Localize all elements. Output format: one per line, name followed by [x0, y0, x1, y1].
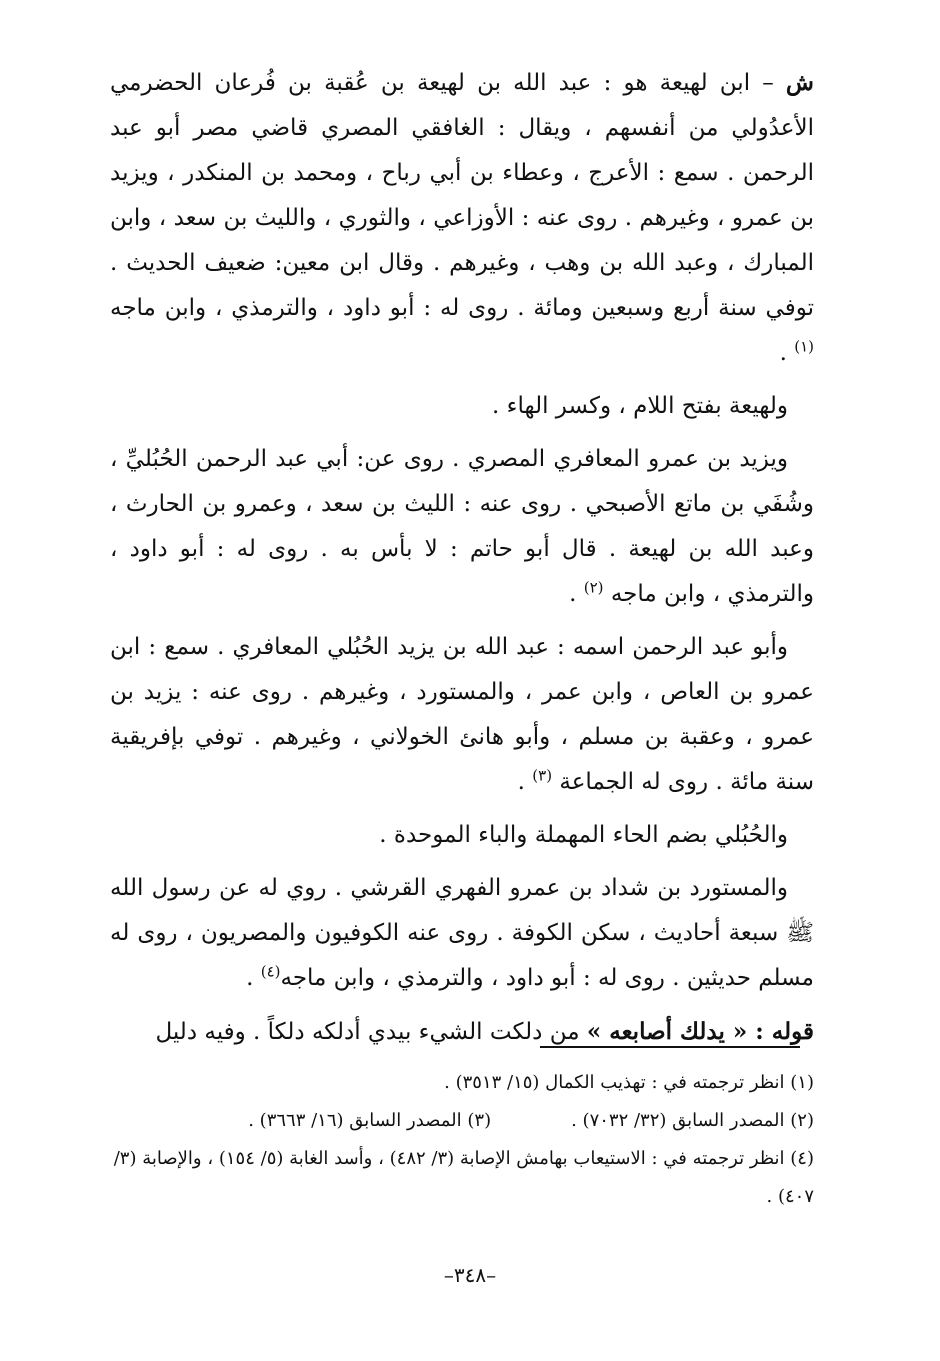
footnote-ref-1[interactable]: (١) [794, 337, 814, 356]
paragraph-text: – ابن لهيعة هو : عبد الله بن لهيعة بن عُقبة بن فُرعان الحضرمي الأعدُولي من أنفسهم ، ويقال : الغافقي المصري قاضي مصر أبو عبد الرحمن . سمع : الأعرج ، وعطاء بن أبي رباح ، ومحمد بن المنكدر ، ويزيد بن عمرو ، وغيرهم . روى عنه : الأوزاعي ، والثوري ، والليث بن سعد ، وابن المبارك ، وعبد الله بن وهب ، وغيرهم . وقال ابن معين: ضعيف الحديث . توفي سنة أربع وسبعين ومائة . روى له : أبو داود ، والترمذي ، وابن ماجه [110, 70, 814, 321]
paragraph-end: . [246, 965, 261, 991]
paragraph-end: . [569, 581, 584, 607]
paragraph-yadluk [110, 1009, 814, 1055]
footnote-4: (٤) انظر ترجمته في : الاستيعاب بهامش الإصابة (٣/ ٤٨٢) ، وأسد الغابة (٥/ ١٥٤) ، والإصابة (٣/ ٤٠٧) . [113, 1148, 814, 1207]
paragraph-text: وأبو عبد الرحمن اسمه : عبد الله بن يزيد الحُبُلي المعافري . سمع : ابن عمرو بن العاص ، وابن عمر ، والمستورد ، وغيرهم . روى عنه : يزيد بن عمرو ، وعقبة بن مسلم ، وأبو هانئ الخولاني ، وغيرهم . توفي بإفريقية سنة مائة . روى له الجماعة [110, 634, 814, 795]
footnote-1: (١) انظر ترجمته في : تهذيب الكمال (١٥/ ٣٥١٣) . [444, 1072, 814, 1093]
footnote-ref-3[interactable]: (٣) [532, 766, 553, 785]
paragraph-text: ويزيد بن عمرو المعافري المصري . روى عن: أبي عبد الرحمن الحُبُليِّ ، وشُفَي بن ماتع الأصبحي . روى عنه : الليث بن سعد ، وعمرو بن الحارث ، وعبد الله بن لهيعة . قال أبو حاتم : لا بأس به . روى له : أبو داود ، والترمذي ، وابن ماجه [110, 446, 814, 607]
paragraph-text: والحُبُلي بضم الحاء المهملة والباء الموحدة . [379, 822, 788, 848]
paragraph-hubuli-spelling [110, 813, 814, 858]
paragraph-abu-abdurrahman [110, 625, 814, 805]
paragraph-text: من دلكت الشيء بيدي أدلكه دلكاً . وفيه دليل [155, 1019, 587, 1045]
footnote-2: (٢) المصدر السابق (٣٢/ ٧٠٣٢) . [571, 1110, 814, 1131]
footnotes-section [110, 1064, 814, 1216]
footnote-3: (٣) المصدر السابق (١٦/ ٣٦٦٣) . [248, 1110, 492, 1131]
paragraph-text: ولهيعة بفتح اللام ، وكسر الهاء . [492, 393, 788, 419]
quoted-phrase: قوله : « يدلك أصابعه » [586, 1018, 814, 1045]
paragraph-yazid [110, 437, 814, 617]
footnote-ref-4[interactable]: (٤) [260, 962, 281, 981]
paragraph-end: . [779, 340, 795, 366]
footnote-ref-2[interactable]: (٢) [583, 578, 604, 597]
commentary-marker: ش [785, 69, 814, 96]
footnotes-row [110, 1102, 814, 1140]
footnote-divider [540, 1046, 800, 1048]
page-number: –٣٤٨– [443, 1263, 497, 1287]
paragraph-mustawrid [110, 866, 814, 1001]
paragraph-end: . [517, 769, 533, 795]
paragraph-ibn-lahia [110, 60, 814, 376]
paragraph-lahia-spelling [110, 384, 814, 429]
paragraph-text: والمستورد بن شداد بن عمرو الفهري القرشي . روي له عن رسول الله ﷺ سبعة أحاديث ، سكن الكوفة . روى عنه الكوفيون والمصريون ، روى له مسلم حديثين . روى له : أبو داود ، والترمذي ، وابن ماجه [110, 875, 814, 991]
